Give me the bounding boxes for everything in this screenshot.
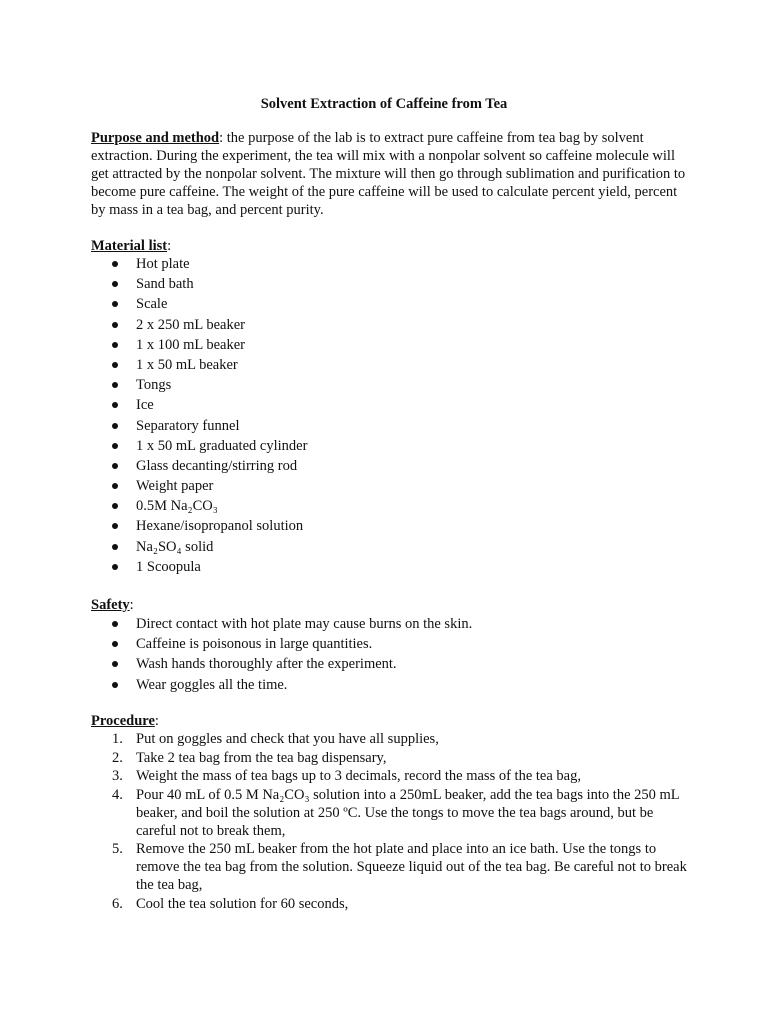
- purpose-text: : the purpose of the lab is to extract pure caffeine from tea bag by solvent extraction. During the experiment, the tea will mix with a nonpolar solvent so caffeine molecule will get attracted by the nonpolar solvent. The mixture will then go through sublimation and purification to become pure caffeine. The weight of the pure caffeine will be used to calculate percent yield, percent by mass in a tea bag, and percent purity.: [91, 130, 686, 218]
- step-text: Remove the 250 mL beaker from the hot plate and place into an ice bath. Use the tongs to remove the tea bag from the solution. Squeeze liquid out of the tea bag. Be careful not to break the tea bag,: [136, 841, 687, 893]
- bullet-icon: [112, 544, 118, 550]
- material-item: 1 x 50 mL graduated cylinder: [91, 436, 691, 456]
- material-item: 1 x 100 mL beaker: [91, 335, 691, 355]
- bullet-icon: [112, 342, 118, 348]
- material-item: Sand bath: [91, 274, 691, 294]
- step-number: 2.: [112, 749, 123, 766]
- bullet-icon: [112, 564, 118, 570]
- material-item: 2 x 250 mL beaker: [91, 315, 691, 335]
- procedure-step: [91, 767, 691, 785]
- safety-item: Wear goggles all the time.: [91, 675, 691, 695]
- material-section-heading: [91, 237, 171, 255]
- material-item: Tongs: [91, 375, 691, 395]
- step-text: Cool the tea solution for 60 seconds,: [136, 895, 349, 912]
- material-item: 1 Scoopula: [91, 557, 691, 577]
- bullet-icon: [112, 281, 118, 287]
- safety-list: [91, 614, 691, 695]
- procedure-section-heading: [91, 712, 159, 730]
- bullet-icon: [112, 402, 118, 408]
- procedure-heading: Procedure: [91, 713, 155, 729]
- bullet-icon: [112, 621, 118, 627]
- bullet-icon: [112, 463, 118, 469]
- material-item: Na₂SO₄ solid: [91, 537, 691, 557]
- material-heading: Material list: [91, 238, 168, 254]
- step-text: Take 2 tea bag from the tea bag dispensary,: [136, 749, 387, 766]
- material-item: Scale: [91, 294, 691, 314]
- procedure-step: [91, 840, 691, 894]
- procedure-step: [91, 895, 691, 913]
- bullet-icon: [112, 503, 118, 509]
- material-item: Hexane/isopropanol solution: [91, 516, 691, 536]
- purpose-paragraph: [91, 129, 691, 219]
- bullet-icon: [112, 443, 118, 449]
- bullet-icon: [112, 483, 118, 489]
- procedure-step: [91, 749, 691, 767]
- purpose-heading: Purpose and method: [91, 130, 220, 146]
- step-text: Pour 40 mL of 0.5 M Na₂CO₃ solution into a 250mL beaker, add the tea bags into the 250 mL beaker, and boil the solution at 250 ºC. Use the tongs to move the tea bags around, but be careful not to break them,: [136, 786, 680, 839]
- bullet-icon: [112, 523, 118, 529]
- material-item: Separatory funnel: [91, 416, 691, 436]
- procedure-step: [91, 730, 691, 748]
- material-item: Hot plate: [91, 254, 691, 274]
- bullet-icon: [112, 301, 118, 307]
- material-item: Weight paper: [91, 476, 691, 496]
- procedure-step: [91, 786, 691, 840]
- document-title: Solvent Extraction of Caffeine from Tea: [260, 96, 508, 112]
- step-number: 3.: [112, 768, 123, 784]
- step-number: 4.: [112, 786, 123, 803]
- material-item: Ice: [91, 395, 691, 415]
- bullet-icon: [112, 641, 118, 647]
- material-item: 0.5M Na₂CO₃: [91, 496, 691, 516]
- bullet-icon: [112, 661, 118, 667]
- bullet-icon: [112, 362, 118, 368]
- bullet-icon: [112, 261, 118, 267]
- safety-section-heading: [91, 596, 134, 614]
- step-number: 5.: [112, 841, 123, 857]
- material-list: [91, 254, 691, 577]
- bullet-icon: [112, 423, 118, 429]
- step-text: Put on goggles and check that you have all supplies,: [136, 731, 439, 747]
- step-number: 6.: [112, 895, 123, 912]
- bullet-icon: [112, 682, 118, 688]
- safety-item: Wash hands thoroughly after the experiment.: [91, 654, 691, 674]
- material-item: 1 x 50 mL beaker: [91, 355, 691, 375]
- safety-item: Caffeine is poisonous in large quantities.: [91, 634, 691, 654]
- safety-item: Direct contact with hot plate may cause burns on the skin.: [91, 614, 691, 634]
- step-number: 1.: [112, 731, 123, 747]
- material-item: Glass decanting/stirring rod: [91, 456, 691, 476]
- material-colon: :: [167, 238, 172, 254]
- bullet-icon: [112, 322, 118, 328]
- safety-colon: :: [129, 597, 134, 613]
- bullet-icon: [112, 382, 118, 388]
- step-text: Weight the mass of tea bags up to 3 decimals, record the mass of the tea bag,: [136, 768, 581, 784]
- procedure-list: [91, 730, 691, 913]
- safety-heading: Safety: [91, 597, 130, 613]
- procedure-colon: :: [154, 713, 159, 729]
